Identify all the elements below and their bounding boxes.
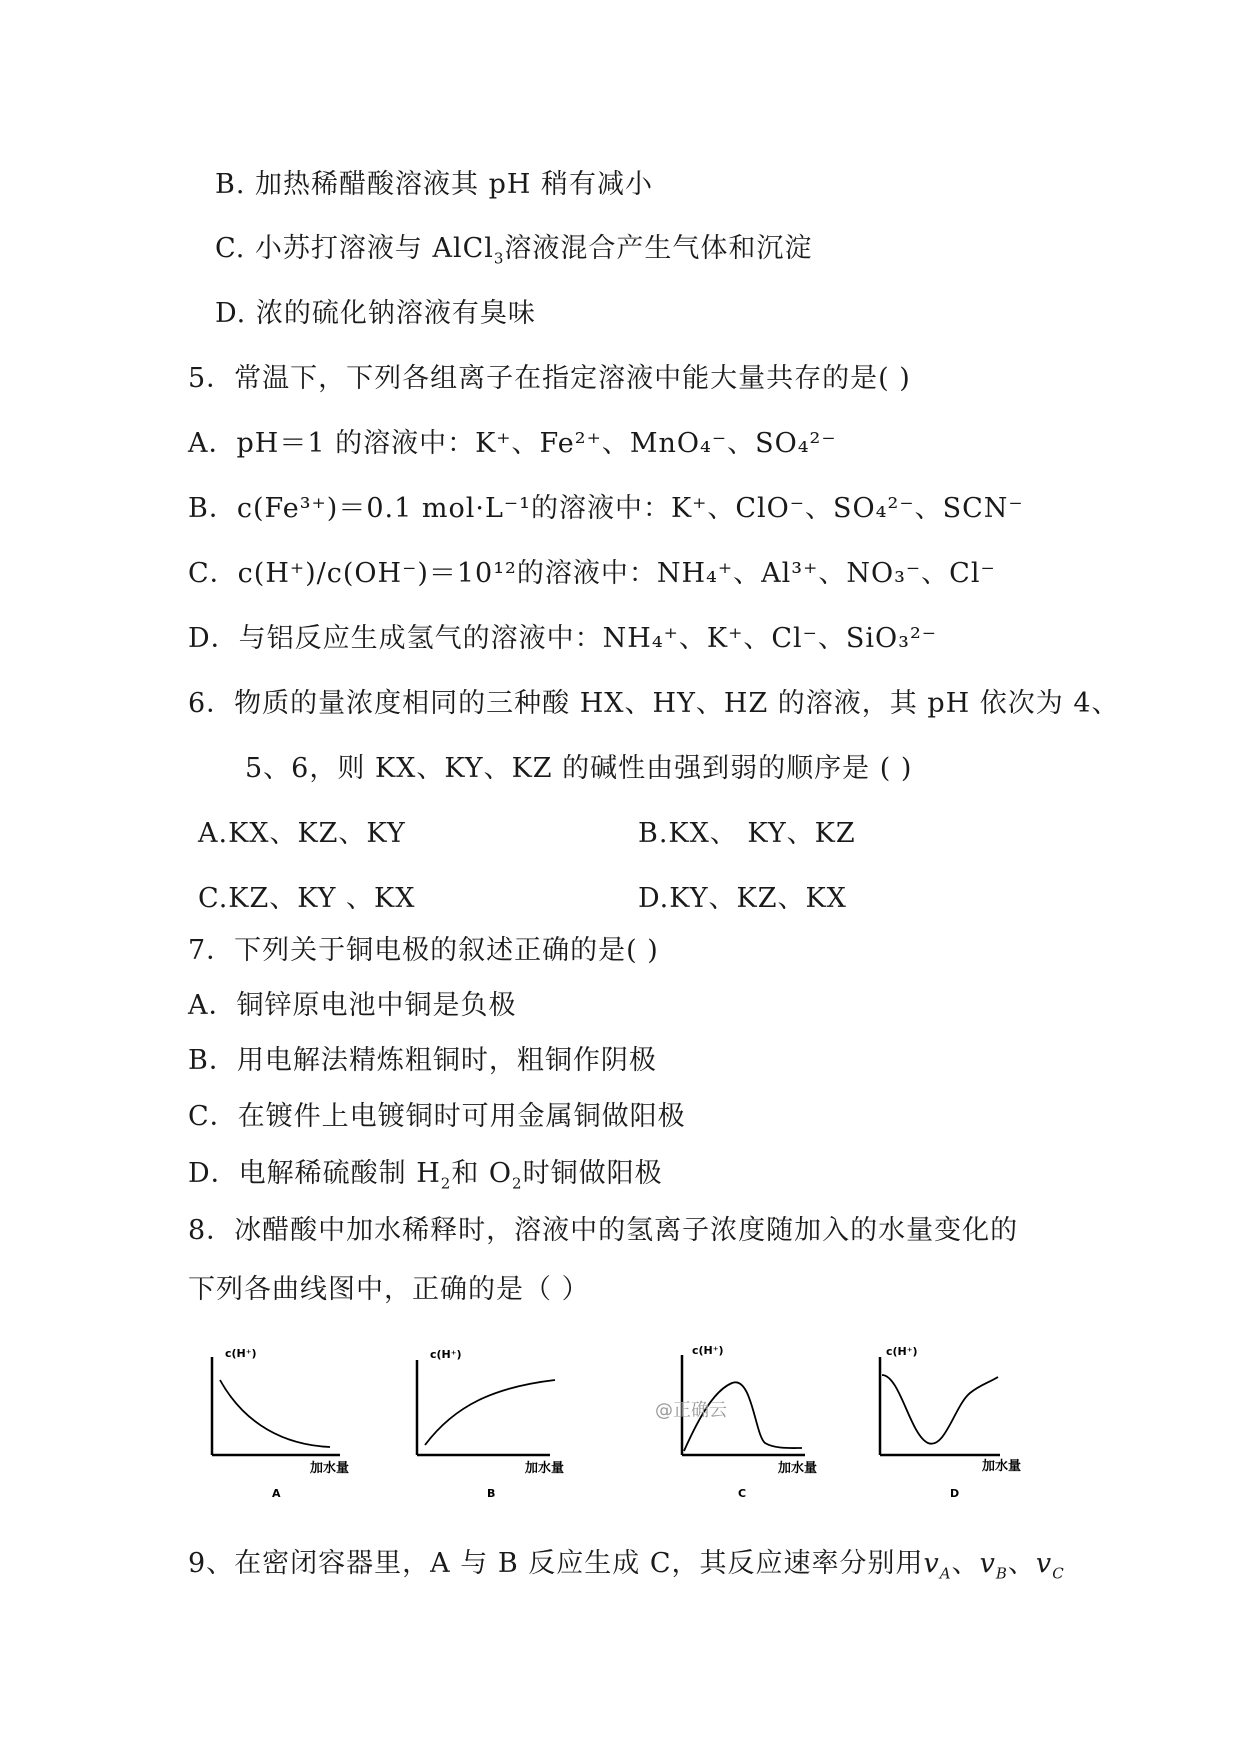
graph-c-y-label: c(H⁺) [692, 1344, 724, 1357]
graph-d-curve [882, 1375, 998, 1444]
q7-option-d-sub-o: 2 [512, 1174, 523, 1193]
q7-stem: 7．下列关于铜电极的叙述正确的是( ) [188, 935, 659, 966]
q7-option-d [188, 1157, 663, 1200]
q6-option-b: B.KX、 KY、KZ [638, 818, 856, 849]
q8-stem-line2: 下列各曲线图中，正确的是（ ） [188, 1274, 590, 1305]
graph-a-x-label: 加水量 [310, 1461, 350, 1476]
graph-c-tag: C [738, 1487, 747, 1500]
q6-stem-line2: 5、6，则 KX、KY、KZ 的碱性由强到弱的顺序是 ( ) [245, 753, 913, 784]
q5-option-b: B．c(Fe³⁺)＝0.1 mol·L⁻¹的溶液中：K⁺、ClO⁻、SO₄²⁻、SCN⁻ [188, 493, 1024, 524]
q4-option-c-sub: 3 [493, 249, 505, 268]
q6-option-d: D.KY、KZ、KX [638, 883, 847, 914]
graph-b-x-label: 加水量 [525, 1461, 565, 1476]
q9-v-a: v [923, 1548, 940, 1579]
q7-option-b: B．用电解法精炼粗铜时，粗铜作阴极 [188, 1045, 657, 1076]
q9-sep-2: 、 [1007, 1548, 1036, 1579]
graph-d-svg [870, 1345, 1070, 1505]
graph-a [190, 1345, 390, 1505]
q7-option-d-text-mid: 和 O [451, 1158, 513, 1189]
graph-a-curve [220, 1380, 330, 1447]
graph-a-y-label: c(H⁺) [225, 1347, 257, 1360]
q7-option-a: A．铜锌原电池中铜是负极 [188, 990, 517, 1021]
q7-option-d-text-end: 时铜做阳极 [522, 1158, 663, 1189]
q4-option-c-text: C. 小苏打溶液与 AlCl [215, 233, 494, 264]
q4-option-d: D. 浓的硫化钠溶液有臭味 [215, 298, 536, 329]
graph-c-x-label: 加水量 [778, 1461, 818, 1476]
graph-d-tag: D [950, 1487, 960, 1500]
q9-stem [188, 1547, 1065, 1590]
q9-sub-b: B [995, 1564, 1008, 1583]
graph-a-svg [190, 1345, 390, 1505]
q7-option-d-sub-h: 2 [440, 1174, 452, 1193]
q6-stem-line1: 6．物质的量浓度相同的三种酸 HX、HY、HZ 的溶液，其 pH 依次为 4、 [188, 688, 1120, 719]
q7-option-c: C．在镀件上电镀铜时可用金属铜做阳极 [188, 1101, 686, 1132]
q4-option-c [215, 232, 812, 275]
graph-d-y-label: c(H⁺) [886, 1345, 918, 1358]
q6-option-a: A.KX、KZ、KY [198, 818, 406, 849]
q5-option-d: D．与铝反应生成氢气的溶液中：NH₄⁺、K⁺、Cl⁻、SiO₃²⁻ [188, 623, 938, 654]
q8-stem-line1: 8．冰醋酸中加水稀释时，溶液中的氢离子浓度随加入的水量变化的 [188, 1215, 1019, 1246]
q9-sep-1: 、 [951, 1548, 980, 1579]
graph-d-x-label: 加水量 [982, 1459, 1022, 1474]
q9-stem-text: 9、在密闭容器里，A 与 B 反应生成 C，其反应速率分别用 [188, 1548, 924, 1579]
q4-option-b: B. 加热稀醋酸溶液其 pH 稍有减小 [215, 169, 654, 200]
q4-option-c-text-end: 溶液混合产生气体和沉淀 [504, 233, 813, 264]
graph-c [670, 1345, 870, 1505]
graph-b-svg [405, 1345, 605, 1505]
q5-option-a: A．pH＝1 的溶液中：K⁺、Fe²⁺、MnO₄⁻、SO₄²⁻ [188, 428, 837, 459]
q6-option-c: C.KZ、KY 、KX [198, 883, 416, 914]
graph-b [405, 1345, 605, 1505]
graph-c-svg [670, 1345, 870, 1505]
q5-option-c: C．c(H⁺)/c(OH⁻)＝10¹²的溶液中：NH₄⁺、Al³⁺、NO₃⁻、Cl⁻ [188, 558, 996, 589]
q9-sub-a: A [939, 1564, 952, 1583]
graph-d [870, 1345, 1070, 1505]
graph-b-curve [425, 1380, 555, 1445]
q9-v-c: v [1035, 1548, 1053, 1579]
graph-b-tag: B [487, 1487, 496, 1500]
q7-option-d-text: D．电解稀硫酸制 H [188, 1158, 441, 1189]
graph-a-tag: A [272, 1487, 281, 1500]
graph-b-y-label: c(H⁺) [430, 1348, 462, 1361]
q5-stem: 5．常温下，下列各组离子在指定溶液中能大量共存的是( ) [188, 363, 911, 394]
watermark: @正确云 [655, 1400, 727, 1421]
q9-sub-c: C [1052, 1564, 1065, 1583]
q9-v-b: v [979, 1548, 996, 1579]
